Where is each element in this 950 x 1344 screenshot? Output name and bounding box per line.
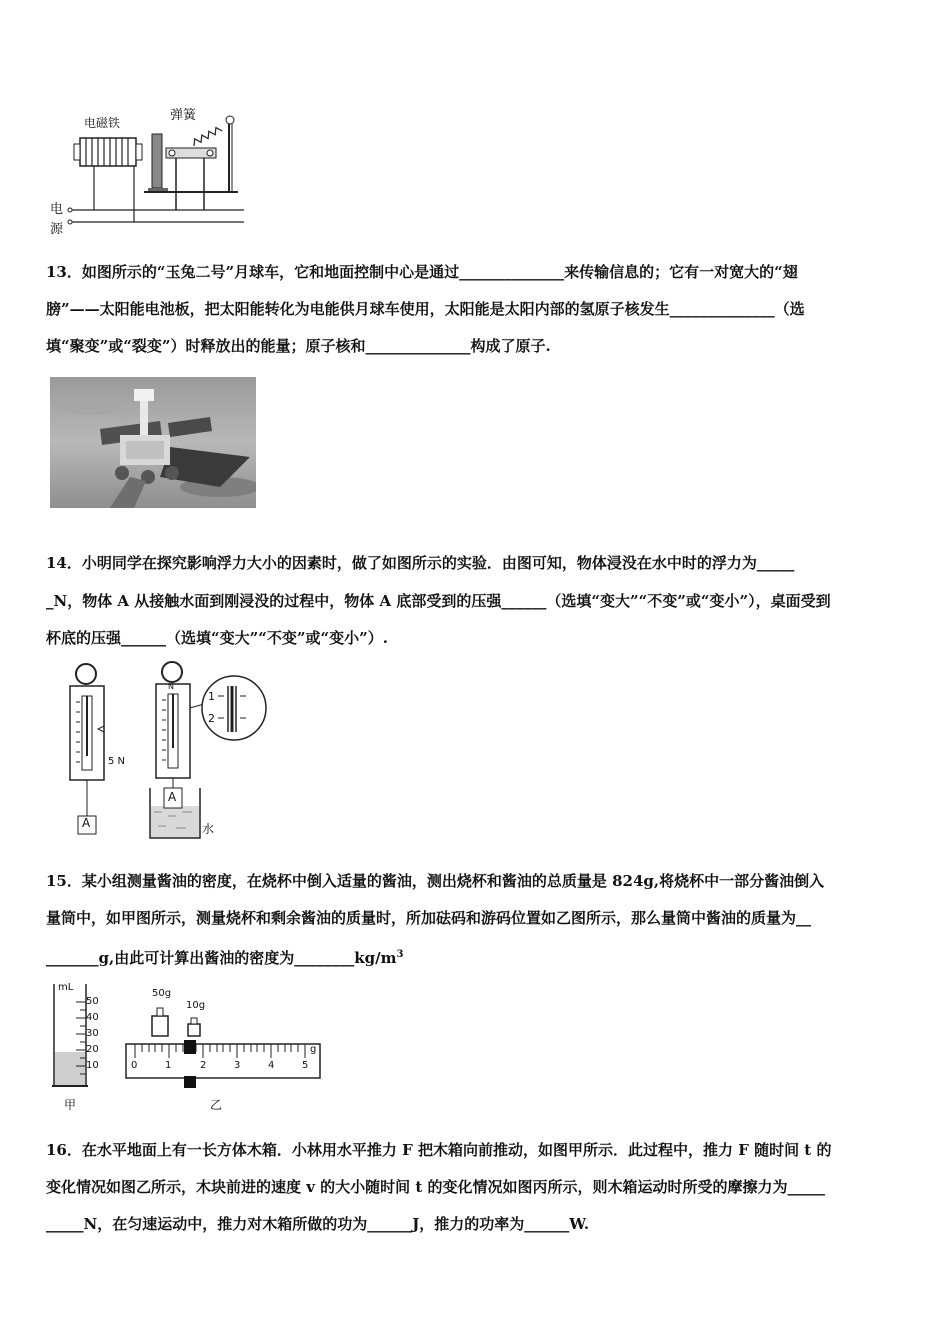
lunar-rover-photo — [50, 377, 256, 508]
q16-line-2: 变化情况如图乙所示，木块前进的速度 v 的大小随时间 t 的变化情况如图丙所示，则木箱运动时所受的摩擦力为_____ — [46, 1178, 826, 1196]
cylinder-unit-label: mL — [58, 982, 74, 993]
cylinder-tick-20: 20 — [86, 1044, 99, 1055]
balance-figure — [122, 986, 326, 1116]
block-a-label-1: A — [82, 816, 91, 830]
q16-line-1: 16．在水平地面上有一长方体木箱．小林用水平推力 F 把木箱向前推动，如图甲所示．此过程中，推力 F 随时间 t 的 — [46, 1141, 832, 1159]
q16-line-3: _____N，在匀速运动中，推力对木箱所做的功为______J，推力的功率为______W. — [46, 1215, 590, 1233]
q15-cubic-superscript: 3 — [396, 949, 404, 960]
electromagnet-figure — [44, 100, 254, 240]
scale-tick-0: 0 — [131, 1060, 138, 1071]
q13-line-2: 膀”——太阳能电池板，把太阳能转化为电能供月球车使用，太阳能是太阳内部的氢原子核发生______________（选 — [46, 300, 805, 318]
q14-line-2: _N，物体 A 从接触水面到刚浸没的过程中，物体 A 底部受到的压强______（选填“变大”“不变”或“变小”），桌面受到 — [46, 592, 831, 610]
label-jia: 甲 — [64, 1098, 77, 1112]
cylinder-tick-30: 30 — [86, 1028, 99, 1039]
scale-tick-2: 2 — [200, 1060, 207, 1071]
power-label-1: 电 — [50, 202, 64, 217]
scale-tick-1: 1 — [165, 1060, 172, 1071]
magnifier-2-label: 2 — [208, 712, 215, 725]
q15-line-3 — [46, 945, 908, 968]
magnifier-1-label: 1 — [208, 690, 215, 703]
mass-50g-label: 50g — [152, 988, 172, 999]
scale-tick-5: 5 — [302, 1060, 309, 1071]
block-a-label-2: A — [168, 790, 177, 804]
q13-line-3: 填“聚变”或“裂变”）时释放出的能量；原子核和______________构成了原子. — [46, 337, 551, 355]
q13-line-1: 13．如图所示的“玉兔二号”月球车，它和地面控制中心是通过______________来传输信息的；它有一对宽大的“翅 — [46, 263, 798, 281]
q14-line-1: 14．小明同学在探究影响浮力大小的因素时，做了如图所示的实验．由图可知，物体浸没在水中时的浮力为_____ — [46, 554, 795, 572]
mass-10g-label: 10g — [186, 1000, 206, 1011]
scale-tick-4: 4 — [268, 1060, 275, 1071]
cylinder-tick-50: 50 — [86, 996, 99, 1007]
spring-label: 弹簧 — [170, 108, 197, 123]
electromagnet-label: 电磁铁 — [84, 116, 121, 130]
q15-line-3-text: _______g,由此可计算出酱油的密度为________kg/m — [46, 949, 397, 967]
five-n-label: 5 N — [108, 756, 126, 767]
label-yi: 乙 — [210, 1098, 223, 1112]
scale-tick-3: 3 — [234, 1060, 241, 1071]
measuring-cylinder-figure — [50, 982, 104, 1112]
scale-n-label: N — [168, 682, 174, 691]
cylinder-tick-40: 40 — [86, 1012, 99, 1023]
q15-line-1: 15．某小组测量酱油的密度，在烧杯中倒入适量的酱油，测出烧杯和酱油的总质量是 824g,将烧杯中一部分酱油倒入 — [46, 872, 825, 890]
power-label-2: 源 — [50, 222, 64, 237]
spring-scale-figure — [64, 660, 274, 840]
q14-line-3: 杯底的压强______（选填“变大”“不变”或“变小”）. — [46, 629, 388, 647]
q15-line-2: 量筒中，如甲图所示，测量烧杯和剩余酱油的质量时，所加砝码和游码位置如乙图所示，那么量筒中酱油的质量为__ — [46, 909, 812, 927]
cylinder-tick-10: 10 — [86, 1060, 99, 1071]
water-label: 水 — [202, 822, 215, 836]
scale-unit-label: g — [310, 1044, 317, 1055]
